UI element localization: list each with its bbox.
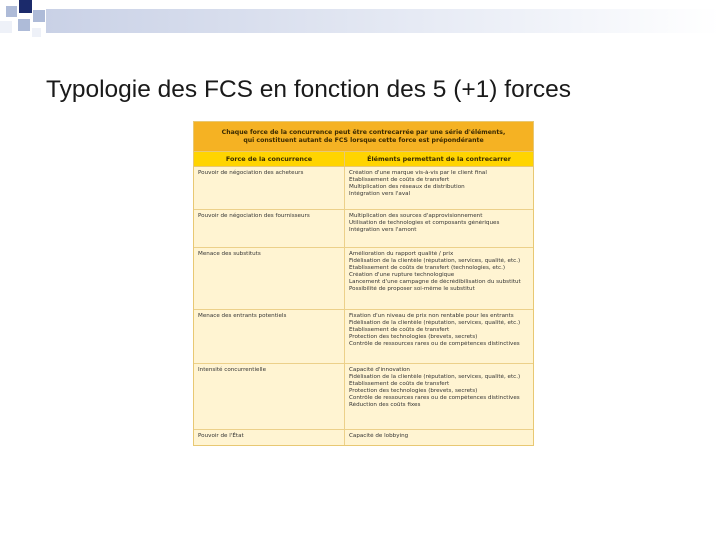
slide-decoration xyxy=(0,0,720,40)
element-item: Création d'une rupture technologique xyxy=(349,272,455,279)
table-row xyxy=(194,310,533,364)
element-item: Contrôle de ressources rares ou de compétences distinctives xyxy=(349,395,520,402)
element-item: Possibilité de proposer soi-même le substitut xyxy=(349,286,475,293)
table-body xyxy=(194,167,533,445)
element-item: Lancement d'une campagne de décrédibilisation du substitut xyxy=(349,279,521,286)
elements-cell xyxy=(345,310,533,363)
elements-cell xyxy=(345,430,533,445)
element-item: Création d'une marque vis-à-vis par le client final xyxy=(349,170,487,176)
element-item: Fidélisation de la clientèle (réputation, services, qualité, etc.) xyxy=(349,374,521,381)
element-item: Multiplication des sources d'approvisionnement xyxy=(349,213,483,219)
element-item: Fixation d'un niveau de prix non rentable pour les entrants xyxy=(349,313,514,319)
element-item: Réduction des coûts fixes xyxy=(349,402,421,409)
table-row xyxy=(194,167,533,210)
force-cell: Menace des entrants potentiels xyxy=(194,310,345,363)
table-row xyxy=(194,210,533,248)
element-item: Intégration vers l'aval xyxy=(349,191,411,198)
header-gradient-bar xyxy=(46,9,720,33)
element-item: Établissement de coûts de transfert (technologies, etc.) xyxy=(349,265,506,272)
column-header-force: Force de la concurrence xyxy=(194,152,345,166)
element-item: Capacité de lobbying xyxy=(349,433,409,439)
element-item: Établissement de coûts de transfert xyxy=(349,381,450,388)
elements-cell xyxy=(345,210,533,247)
element-item: Intégration vers l'amont xyxy=(349,227,417,234)
elements-cell xyxy=(345,248,533,309)
deco-square xyxy=(33,10,45,22)
element-item: Établissement de coûts de transfert xyxy=(349,177,450,184)
element-item: Utilisation de technologies et composants génériques xyxy=(349,220,500,227)
column-headers xyxy=(194,152,533,167)
table-row xyxy=(194,430,533,445)
element-item: Multiplication des réseaux de distribution xyxy=(349,184,465,191)
force-cell: Pouvoir de l'État xyxy=(194,430,345,445)
deco-square xyxy=(18,19,30,31)
column-header-elements: Éléments permettant de la contrecarrer xyxy=(367,155,511,163)
table-header-line: qui constituent autant de FCS lorsque cette force est prépondérante xyxy=(243,136,484,144)
element-item: Établissement de coûts de transfert xyxy=(349,327,450,334)
element-item: Amélioration du rapport qualité / prix xyxy=(349,251,454,257)
element-item: Fidélisation de la clientèle (réputation, services, qualité, etc.) xyxy=(349,320,521,327)
fcs-table xyxy=(193,121,534,446)
deco-square xyxy=(19,0,32,13)
elements-cell xyxy=(345,167,533,209)
deco-square xyxy=(6,6,17,17)
force-cell: Menace des substituts xyxy=(194,248,345,309)
force-cell: Pouvoir de négociation des acheteurs xyxy=(194,167,345,209)
table-row xyxy=(194,364,533,430)
table-header-line: Chaque force de la concurrence peut être contrecarrée par une série d'éléments, xyxy=(221,128,506,136)
table-row xyxy=(194,248,533,310)
deco-square xyxy=(0,21,12,33)
element-item: Fidélisation de la clientèle (réputation, services, qualité, etc.) xyxy=(349,258,521,265)
slide-title: Typologie des FCS en fonction des 5 (+1) forces xyxy=(46,76,571,103)
force-cell: Pouvoir de négociation des fournisseurs xyxy=(194,210,345,247)
force-cell: Intensité concurrentielle xyxy=(194,364,345,429)
element-item: Capacité d'innovation xyxy=(349,367,410,373)
element-item: Contrôle de ressources rares ou de compétences distinctives xyxy=(349,341,520,348)
element-item: Protection des technologies (brevets, secrets) xyxy=(349,388,478,395)
table-header xyxy=(194,122,533,152)
elements-cell xyxy=(345,364,533,429)
element-item: Protection des technologies (brevets, secrets) xyxy=(349,334,478,341)
deco-square xyxy=(32,28,41,37)
